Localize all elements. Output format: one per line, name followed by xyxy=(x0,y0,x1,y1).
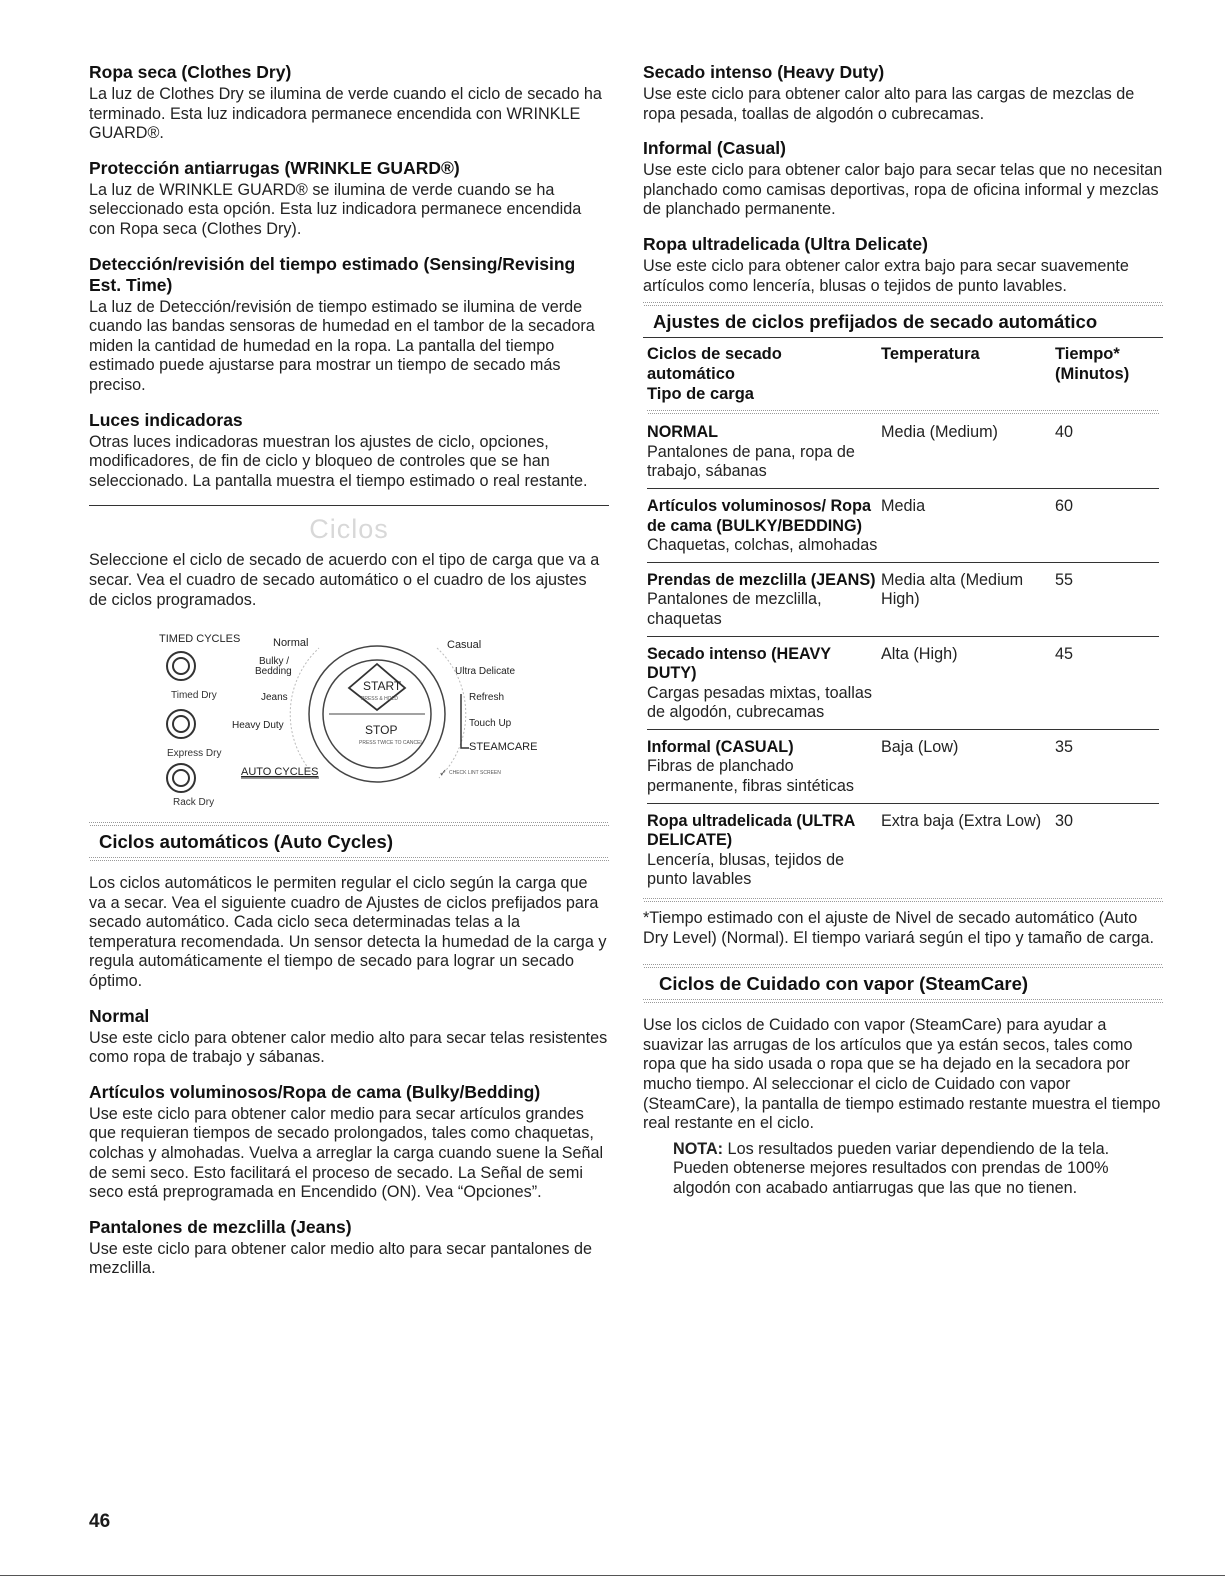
timed-cycles-label: TIMED CYCLES xyxy=(159,633,241,646)
right-column xyxy=(643,62,1163,1199)
load-type: Pantalones de pana, ropa de trabajo, sábanas xyxy=(647,442,855,481)
clothes-dry-section xyxy=(89,62,609,144)
cycle-name: Informal (CASUAL) xyxy=(647,737,794,756)
bulky-text: Use este ciclo para obtener calor medio para secar artículos grandes que requieran tiempos de secado prolongados, tales como chaquetas, colchas y almohadas. Vuelva a arreglar la carga cuando suene la Señal de semi seco. Esto facilitará el proceso de secado. La Señal de semi seco está preprogramada en Encendido (ON). Vea “Opciones”. xyxy=(89,1104,604,1202)
timed-dry-label: Timed Dry xyxy=(171,690,217,702)
temperature-cell: Media xyxy=(881,488,1055,562)
dial-steamcare-label: STEAMCARE xyxy=(469,741,538,754)
dial-refresh-label: Refresh xyxy=(469,692,505,704)
cycle-name: Prendas de mezclilla (JEANS) xyxy=(647,570,876,589)
auto-cycles-text: Los ciclos automáticos le permiten regular el ciclo según la carga que va a secar. Vea el siguiente cuadro de Ajustes de ciclos prefijados para secado automático. Cada ciclo seca determinadas telas a la temperatura recomendada. Un sensor detecta la humedad de la carga y regula automáticamente el tiempo de secado para lograr un secado óptimo. xyxy=(89,874,607,991)
dial-touch-up-label: Touch Up xyxy=(469,718,512,730)
table-row xyxy=(647,729,1159,803)
time-cell: 60 xyxy=(1055,488,1159,562)
check-lint-indicator xyxy=(439,768,501,779)
cycle-name: Secado intenso (HEAVY DUTY) xyxy=(647,644,831,683)
header-cycle-line2: automático xyxy=(647,365,736,384)
table-body xyxy=(647,415,1159,896)
table-row xyxy=(647,415,1159,488)
steamcare-dotted-rule-bottom xyxy=(643,999,1163,1004)
table-row xyxy=(647,562,1159,636)
temperature-cell: Extra baja (Extra Low) xyxy=(881,811,1042,830)
normal-title: Normal xyxy=(89,1005,150,1026)
ultra-delicate-text: Use este ciclo para obtener calor extra bajo para secar suavemente artículos como lencería, blusas o tejidos de punto lavables. xyxy=(643,256,1129,295)
normal-text: Use este ciclo para obtener calor medio alto para secar telas resistentes como ropa de trabajo y sábanas. xyxy=(89,1028,608,1067)
header-time xyxy=(1055,338,1159,410)
table-row xyxy=(647,488,1159,562)
dial-bulky-label: Bulky / xyxy=(259,656,290,668)
load-type: Chaquetas, colchas, almohadas xyxy=(647,536,878,555)
dial-casual-label: Casual xyxy=(447,639,482,652)
jeans-title: Pantalones de mezclilla (Jeans) xyxy=(89,1216,352,1237)
header-cycle xyxy=(647,338,881,410)
auto-cycles-label: AUTO CYCLES xyxy=(241,766,319,779)
rack-dry-label: Rack Dry xyxy=(173,797,215,809)
bulky-title: Artículos voluminosos/Ropa de cama (Bulky/Bedding) xyxy=(89,1081,541,1102)
load-type: Cargas pesadas mixtas, toallas de algodón, cubrecamas xyxy=(647,683,872,722)
table-title: Ajustes de ciclos prefijados de secado automático xyxy=(643,307,1163,338)
cycle-name: NORMAL xyxy=(647,423,719,442)
page-bottom-rule xyxy=(0,1575,1225,1576)
time-cell: 45 xyxy=(1055,636,1159,729)
heavy-duty-text: Use este ciclo para obtener calor alto para las cargas de mezclas de ropa pesada, toallas de algodón o cubrecamas. xyxy=(643,85,1135,123)
cycle-cell xyxy=(647,803,881,896)
cycle-cell xyxy=(647,415,881,488)
timed-dry-button[interactable] xyxy=(167,652,195,680)
svg-text:✓: ✓ xyxy=(439,768,448,780)
heavy-duty-title: Secado intenso (Heavy Duty) xyxy=(643,62,885,82)
time-cell: 40 xyxy=(1055,415,1159,488)
dial-heavy-duty-label: Heavy Duty xyxy=(232,720,284,732)
load-type: Pantalones de mezclilla, chaquetas xyxy=(647,590,822,628)
steamcare-title: Ciclos de Cuidado con vapor (SteamCare) xyxy=(659,973,1029,995)
section-divider xyxy=(89,505,609,506)
dial-ultra-delicate-label: Ultra Delicate xyxy=(455,666,516,678)
note-text: Los resultados pueden variar dependiendo de la tela. Pueden obtenerse mejores resultados con prendas de 100% algodón con acabado antiarrugas que las que no tienen. xyxy=(673,1139,1110,1197)
dial-bedding-label: Bedding xyxy=(255,666,292,678)
time-cell: 35 xyxy=(1055,729,1159,803)
header-cycle-line3: Tipo de carga xyxy=(647,385,754,404)
table-header-row xyxy=(647,338,1159,410)
header-time-line1: Tiempo* xyxy=(1055,345,1120,364)
dial-jeans-label: Jeans xyxy=(261,692,288,704)
page-number: 46 xyxy=(89,1511,111,1532)
header-temperature xyxy=(881,338,1055,410)
load-type: Lencería, blusas, tejidos de punto lavables xyxy=(647,850,845,889)
casual-section xyxy=(643,138,1163,220)
temperature-cell: Media (Medium) xyxy=(881,415,1055,488)
time-cell: 30 xyxy=(1055,811,1074,830)
cycles-heading: Ciclos xyxy=(309,514,389,545)
cycle-cell xyxy=(647,729,881,803)
clothes-dry-title: Ropa seca (Clothes Dry) xyxy=(89,62,292,82)
table-row xyxy=(647,636,1159,729)
temperature-cell: Media alta (Medium High) xyxy=(881,562,1055,636)
load-type: Fibras de planchado permanente, fibras sintéticas xyxy=(647,757,854,796)
check-lint-label: CHECK LINT SCREEN xyxy=(449,770,501,777)
cycle-cell xyxy=(647,562,881,636)
cycles-intro: Seleccione el ciclo de secado de acuerdo con el tipo de carga que va a secar. Vea el cuadro de secado automático o el cuadro de los ajustes de ciclos programados. xyxy=(89,551,600,609)
normal-section xyxy=(89,1006,609,1068)
ultra-delicate-title: Ropa ultradelicada (Ultra Delicate) xyxy=(643,233,928,254)
control-panel-diagram xyxy=(89,628,609,808)
start-label: START xyxy=(363,679,402,694)
clothes-dry-text: La luz de Clothes Dry se ilumina de verde cuando el ciclo de secado ha terminado. Esta luz indicadora permanece encendida con WRINKLE GUARD®. xyxy=(89,85,602,143)
time-cell: 55 xyxy=(1055,562,1159,636)
stop-sublabel: PRESS TWICE TO CANCEL xyxy=(359,740,424,747)
header-cycle-line1: Ciclos de secado xyxy=(647,345,782,364)
cycle-name: Artículos voluminosos/ Ropa de cama (BULKY/BEDDING) xyxy=(647,496,871,535)
control-panel-svg xyxy=(89,628,609,808)
table-dotted-rule-bottom xyxy=(643,898,1163,903)
sensing-section xyxy=(89,254,609,396)
temperature-cell: Baja (Low) xyxy=(881,729,1055,803)
header-time-line2: (Minutos) xyxy=(1055,365,1130,384)
table-row xyxy=(647,803,1159,896)
dial-normal-label: Normal xyxy=(273,637,309,650)
steamcare-note xyxy=(643,1140,1163,1199)
table-footnote: *Tiempo estimado con el ajuste de Nivel de secado automático (Auto Dry Level) (Normal). El tiempo variará según el tipo y tamaño de carga. xyxy=(643,909,1155,947)
casual-title: Informal (Casual) xyxy=(643,138,786,159)
ultra-delicate-section xyxy=(643,234,1163,296)
sensing-title: Detección/revisión del tiempo estimado (Sensing/Revising Est. Time) xyxy=(89,253,576,295)
steamcare-text: Use los ciclos de Cuidado con vapor (SteamCare) para ayudar a suavizar las arrugas de los artículos que ya están secos, tales como ropa que ha sido usada o ropa que se ha dejado en la secadora por mucho tiempo. Al seleccionar el ciclo de Cuidado con vapor (SteamCare), la pantalla de tiempo estimado restante muestra el tiempo real restante en el ciclo. xyxy=(643,1016,1161,1133)
start-sublabel: PRESS & HOLD xyxy=(361,696,398,703)
wrinkle-guard-title: Protección antiarrugas (WRINKLE GUARD®) xyxy=(89,157,460,178)
casual-text: Use este ciclo para obtener calor bajo para secar telas que no necesitan planchado como camisas deportivas, ropa de oficina informal y mezclas de planchado permanente. xyxy=(643,161,1163,219)
express-dry-button[interactable] xyxy=(167,710,195,738)
indicator-lights-section xyxy=(89,410,609,492)
sensing-text: La luz de Detección/revisión de tiempo estimado se ilumina de verde cuando las bandas sensoras de humedad en el tambor de la secadora miden la cantidad de humedad en la ropa. La pantalla del tiempo estimado puede ajustarse para mostrar un tiempo de secado más preciso. xyxy=(89,297,595,394)
header-temp-line1: Temperatura xyxy=(881,345,980,364)
jeans-text: Use este ciclo para obtener calor medio alto para secar pantalones de mezclilla. xyxy=(89,1239,593,1278)
dotted-rule-bottom xyxy=(89,857,609,862)
cycle-cell xyxy=(647,636,881,729)
bulky-section xyxy=(89,1082,609,1203)
express-dry-label: Express Dry xyxy=(167,748,222,760)
cycle-settings-table xyxy=(647,338,1159,896)
auto-cycles-title: Ciclos automáticos (Auto Cycles) xyxy=(99,831,394,853)
rack-dry-button[interactable] xyxy=(167,764,195,792)
wrinkle-guard-text: La luz de WRINKLE GUARD® se ilumina de verde cuando se ha seleccionado esta opción. Esta luz indicadora permanece encendida con Ropa seca (Clothes Dry). xyxy=(89,180,582,238)
cycle-name: Ropa ultradelicada (ULTRA DELICATE) xyxy=(647,811,855,850)
heavy-duty-section xyxy=(643,62,1163,124)
cycle-cell xyxy=(647,488,881,562)
stop-label: STOP xyxy=(365,723,398,738)
wrinkle-guard-section xyxy=(89,158,609,240)
indicator-lights-title: Luces indicadoras xyxy=(89,409,243,430)
indicator-lights-text: Otras luces indicadoras muestran los ajustes de ciclo, opciones, modificadores, de fin de ciclo y bloqueo de controles que se han seleccionado. La pantalla muestra el tiempo estimado o real restante. xyxy=(89,432,588,490)
temperature-cell: Alta (High) xyxy=(881,636,1055,729)
jeans-section xyxy=(89,1217,609,1279)
note-label: NOTA: xyxy=(673,1139,724,1158)
left-column xyxy=(89,62,609,1293)
